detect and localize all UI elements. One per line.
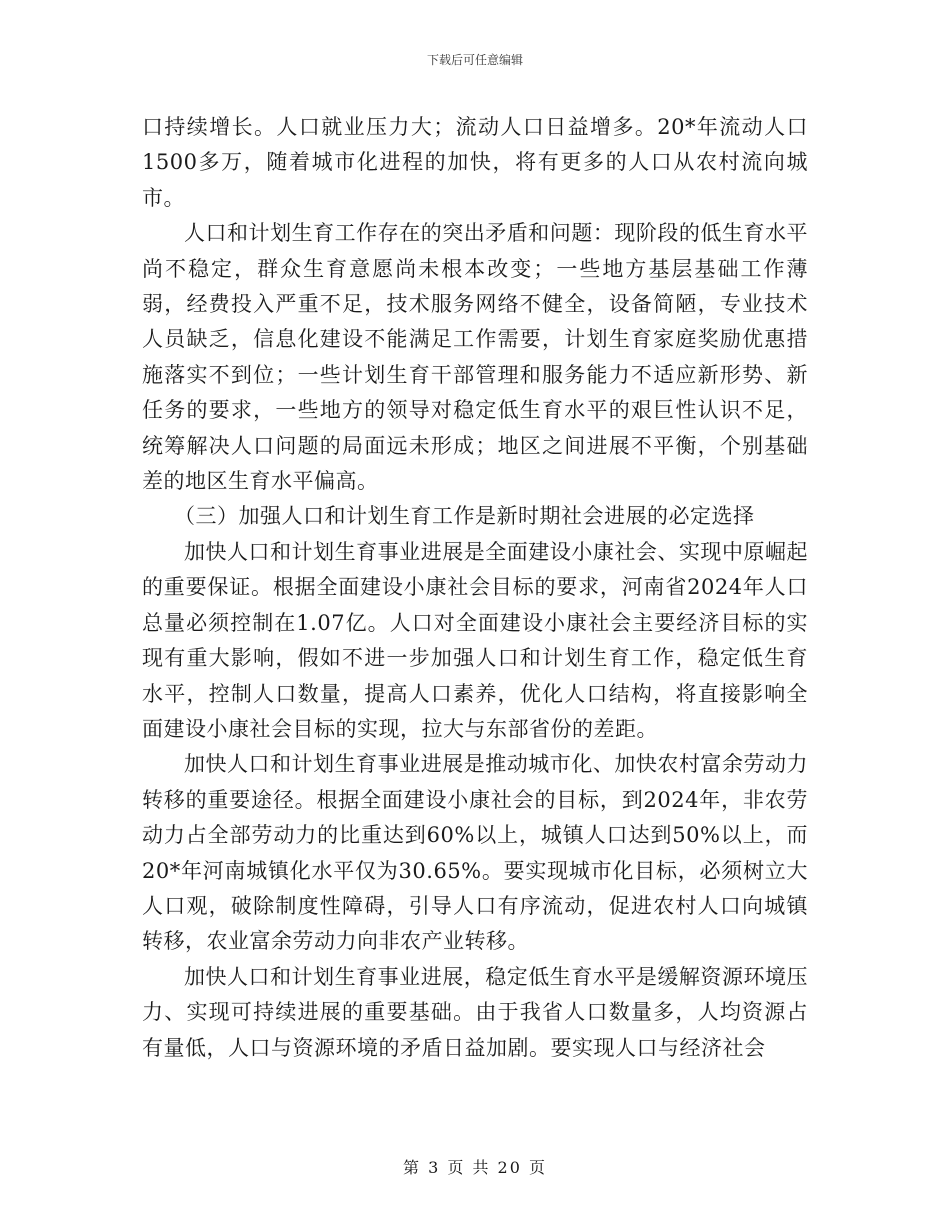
page-header: 下载后可任意编辑 — [426, 53, 523, 67]
paragraph-continuation: 口持续增长。人口就业压力大；流动人口日益增多。20*年流动人口1500多万，随着城市化进程的加快，将有更多的人口从农村流向城市。 — [142, 115, 808, 210]
page-number-footer: 第 3 页 共 20 页 — [403, 1158, 547, 1177]
paragraph-urbanization: 加快人口和计划生育事业进展是推动城市化、加快农村富余劳动力转移的重要途径。根据全面建设小康社会的目标，到2024年，非农劳动力占全部劳动力的比重达到60%以上，城镇人口达到50%以上，而20*年河南城镇化水平仅为30.65%。要实现城市化目标，必须树立大人口观，破除制度性障碍，引导人口有序流动，促进农村人口向城镇转移，农业富余劳动力向非农产业转移。 — [142, 752, 808, 954]
section-heading: （三）加强人口和计划生育工作是新时期社会进展的必定选择 — [174, 504, 755, 529]
paragraph-problems: 人口和计划生育工作存在的突出矛盾和问题：现阶段的低生育水平尚不稳定，群众生育意愿尚未根本改变；一些地方基层基础工作薄弱，经费投入严重不足，技术服务网络不健全，设备简陋，专业技术人员缺乏，信息化建设不能满足工作需要，计划生育家庭奖励优惠措施落实不到位；一些计划生育干部管理和服务能力不适应新形势、新任务的要求，一些地方的领导对稳定低生育水平的艰巨性认识不足，统筹解决人口问题的局面远未形成；地区之间进展不平衡，个别基础差的地区生育水平偏高。 — [142, 221, 808, 494]
paragraph-xiaokang: 加快人口和计划生育事业进展是全面建设小康社会、实现中原崛起的重要保证。根据全面建设小康社会目标的要求，河南省2024年人口总量必须控制在1.07亿。人口对全面建设小康社会主要经济目标的实现有重大影响，假如不进一步加强人口和计划生育工作，稳定低生育水平，控制人口数量，提高人口素养，优化人口结构，将直接影响全面建设小康社会目标的实现，拉大与东部省份的差距。 — [142, 539, 808, 741]
paragraph-resources: 加快人口和计划生育事业进展，稳定低生育水平是缓解资源环境压力、实现可持续进展的重要基础。由于我省人口数量多，人均资源占有量低，人口与资源环境的矛盾日益加剧。要实现人口与经济社会 — [142, 964, 808, 1060]
document-body — [142, 110, 808, 1066]
